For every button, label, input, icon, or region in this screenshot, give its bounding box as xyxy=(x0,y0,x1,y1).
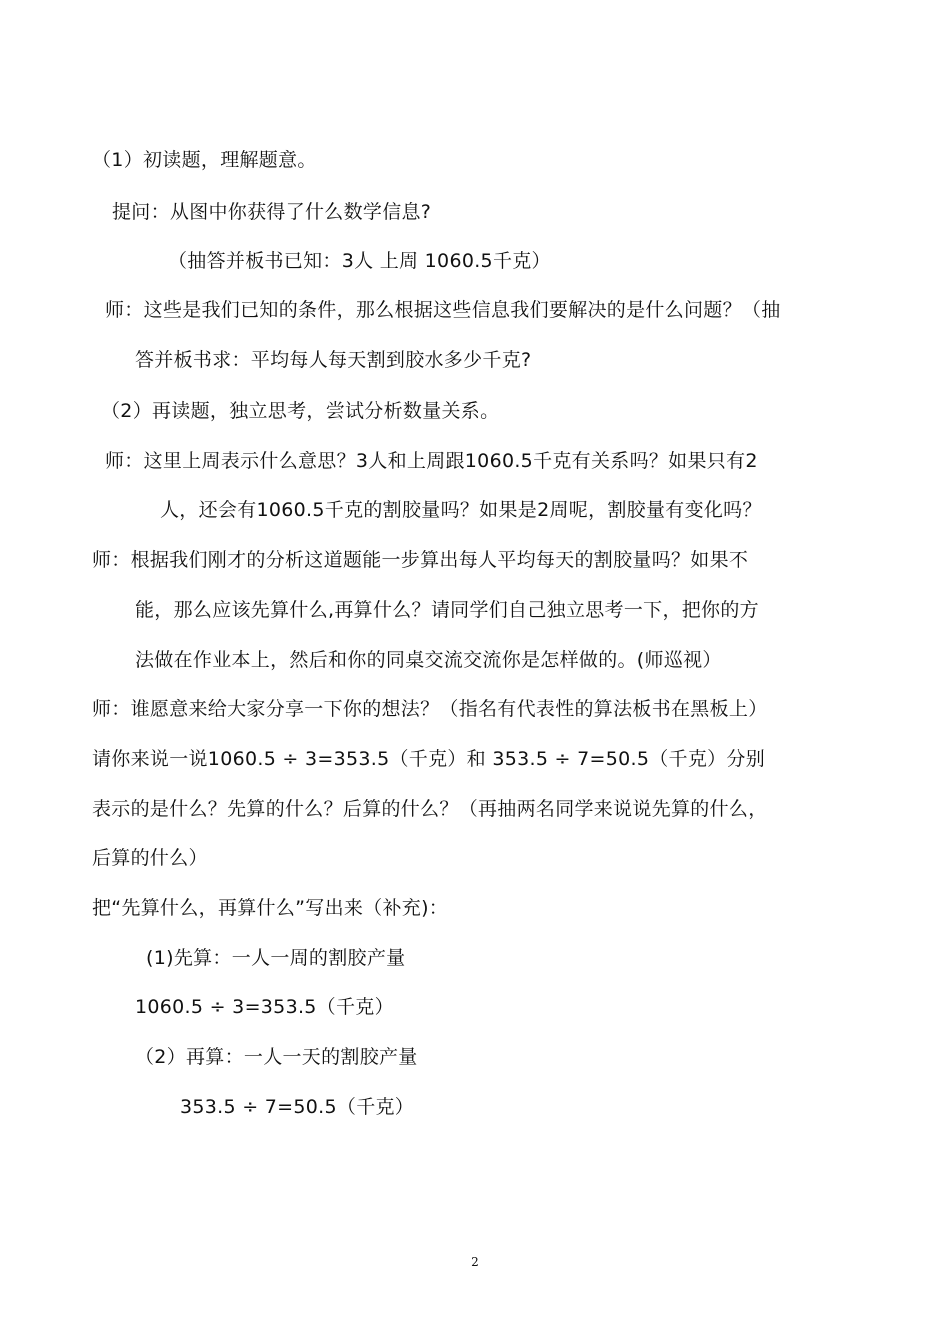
text-line: （2）再算：一人一天的割胶产量 xyxy=(135,1046,418,1068)
text-line: 答并板书求：平均每人每天割到胶水多少千克? xyxy=(135,349,532,371)
text-line: 师：根据我们刚才的分析这道题能一步算出每人平均每天的割胶量吗？如果不 xyxy=(92,549,749,571)
text-line: 1060.5 ÷ 3=353.5（千克） xyxy=(135,996,394,1018)
text-line: 提问：从图中你获得了什么数学信息? xyxy=(112,201,432,223)
text-line: 师：谁愿意来给大家分享一下你的想法？（指名有代表性的算法板书在黑板上） xyxy=(92,698,768,720)
text-line: 后算的什么） xyxy=(92,847,208,869)
text-line: 师：这里上周表示什么意思？3人和上周跟1060.5千克有关系吗？如果只有2 xyxy=(105,450,758,472)
text-line: 能，那么应该先算什么,再算什么？请同学们自己独立思考一下，把你的方 xyxy=(135,599,759,621)
text-line: （抽答并板书已知：3人 上周 1060.5千克） xyxy=(168,250,551,272)
text-line: 表示的是什么？先算的什么？后算的什么？（再抽两名同学来说说先算的什么， xyxy=(92,798,768,820)
text-line: 353.5 ÷ 7=50.5（千克） xyxy=(180,1096,415,1118)
text-line: 把“先算什么，再算什么”写出来（补充)： xyxy=(92,897,449,919)
text-line: 师：这些是我们已知的条件，那么根据这些信息我们要解决的是什么问题？（抽 xyxy=(105,299,781,321)
page-number: 2 xyxy=(471,1255,479,1269)
text-line: 法做在作业本上，然后和你的同桌交流交流你是怎样做的。(师巡视） xyxy=(135,649,722,671)
text-line: 请你来说一说1060.5 ÷ 3=353.5（千克）和 353.5 ÷ 7=50.5（千克）分别 xyxy=(92,748,766,770)
text-line: 人，还会有1060.5千克的割胶量吗？如果是2周呢，割胶量有变化吗？ xyxy=(160,499,762,521)
text-line: (1)先算：一人一周的割胶产量 xyxy=(146,947,406,969)
text-line: （2）再读题，独立思考，尝试分析数量关系。 xyxy=(101,400,500,422)
text-line: （1）初读题，理解题意。 xyxy=(92,149,317,171)
